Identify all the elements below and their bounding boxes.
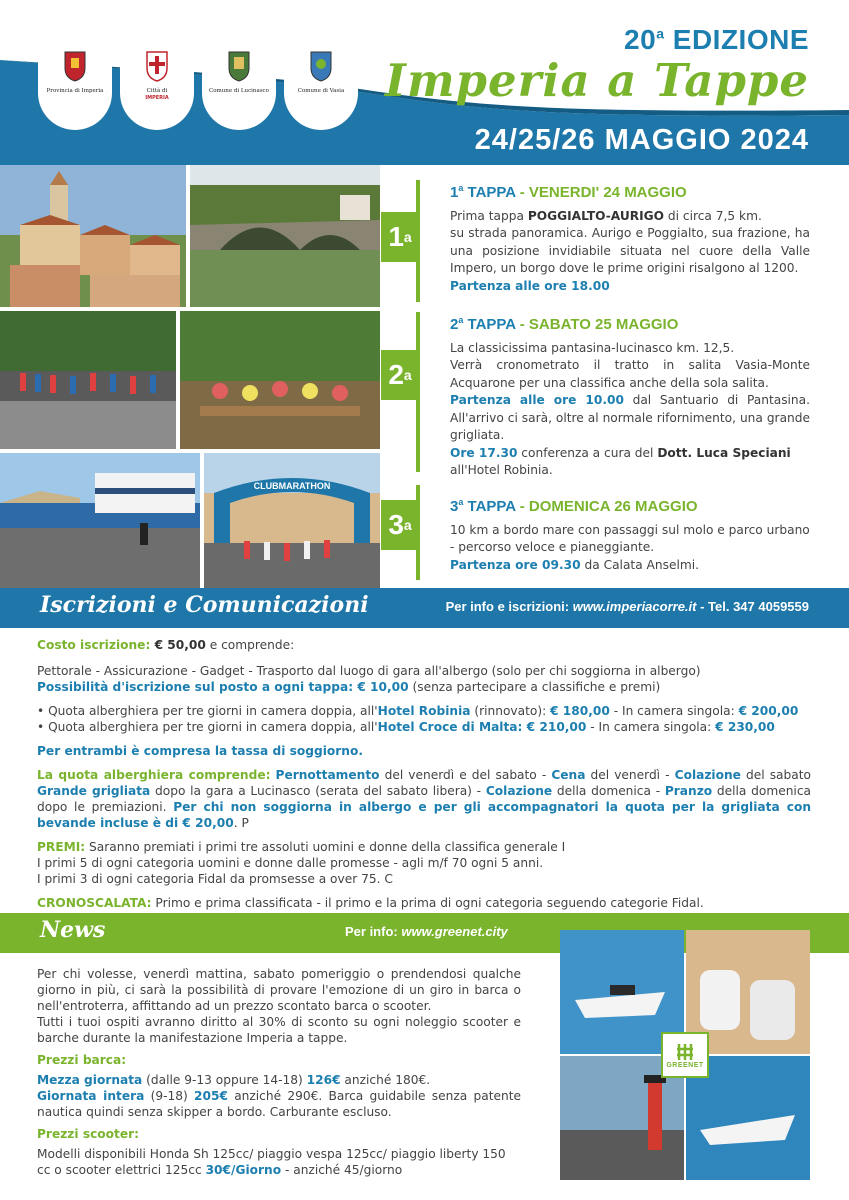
news-photos [560,930,810,1180]
text: . P [233,816,249,830]
stage-marker-num: 2 [388,359,404,390]
stage-marker-2 [381,350,419,400]
logo-text: GREENET [666,1061,704,1069]
text: (rinnovato): [470,704,551,718]
stage-title [450,180,810,202]
scooter-prices [37,1146,521,1178]
photo-harbour [0,453,200,588]
price-single: € 230,00 [715,720,775,734]
crest-icon [226,48,252,82]
cronoscalata [37,895,811,911]
stage-title-sup: a [458,315,464,325]
text: anziché 180€. [340,1073,431,1087]
text: dal Santuario di Pantasina. All'arrivo ci sarà, oltre al normale rifornimento, una grande grigliata. [450,393,810,442]
boat-prices-title: Prezzi barca: [37,1053,127,1067]
stage-line: La classicissima pantasina-lucinasco km. 12,5. [450,340,735,355]
logo-caption-sub: IMPERIA [145,94,169,101]
prizes [37,839,811,887]
stage-title-num: 1 [450,184,459,201]
prizes-label: PREMI: [37,840,86,854]
text: del venerdì - [585,768,675,782]
text: - anziché 45/giorno [281,1163,403,1177]
hotel-line-1 [37,703,811,719]
photo-bridge [190,165,380,307]
quota-includes [37,767,811,831]
edition [624,24,809,56]
price-single: € 200,00 [738,704,799,718]
item: Cena [551,768,586,782]
photo-village [0,165,186,307]
stage-2 [450,312,810,480]
text: (senza partecipare a classifiche e premi) [408,680,661,694]
registration-info [37,637,811,911]
arch-label: CLUBMARATHON [253,481,331,491]
text: - In camera singola: [609,704,739,718]
stage-title-day: - SABATO 25 MAGGIO [515,316,679,333]
onsite-line [37,679,811,695]
departure-time: Partenza alle ore 10.00 [450,393,624,407]
label: Mezza giornata [37,1073,143,1087]
stage-marker-sup: a [403,517,412,533]
item: Colazione [674,768,741,782]
stage-title-day: - VENERDI' 24 MAGGIO [515,184,687,201]
logo-provincia-imperia [38,0,112,130]
text: di circa 7,5 km. [664,208,762,223]
stage-body: Verrà cronometrato il tratto in salita Vasia-Monte Acquarone per una classifica anche della sola salita. [450,358,810,390]
stage-marker-num: 1 [388,221,404,252]
stage-line [450,208,810,226]
stage-photos [0,165,380,588]
text: (9-18) [144,1089,195,1103]
photo-runners-start [0,311,176,449]
event-title: Imperia a Tappe [384,54,809,107]
greenet-icon [675,1042,695,1062]
stage-marker-sup: a [403,229,412,245]
text: all'Hotel Robinia. [450,463,553,477]
speaker-name: Dott. Luca Speciani [657,445,791,460]
stage-body: 10 km a bordo mare con passaggi sul molo e parco urbano - percorso veloce e pianeggiante. [450,522,810,554]
text: della domenica dopo le premiazioni. [37,784,811,814]
sponsor-logos [38,0,358,130]
stage-title [450,312,810,334]
text: del venerdì e del sabato - [379,768,552,782]
text: Saranno premiati i primi tre assoluti uomini e donne della classifica generale I [85,840,566,854]
news-info [37,966,521,1178]
stage-title-sup: a [458,497,464,507]
crest-icon [308,48,334,82]
stage-conference [450,445,810,480]
item: Colazione [485,784,553,798]
text: da Calata Anselmi. [580,557,699,572]
stage-title-num: 2 [450,316,459,333]
text: Per info e iscrizioni: [445,599,573,614]
text: Prima tappa [450,208,528,223]
grill-fee: Per chi non soggiorna in albergo e per gli accompagnatori la quota per la grigliata con bevande incluse è di € 20,00 [37,800,812,830]
boat-half-day [37,1072,521,1088]
text: anziché 290€. Barca guidabile senza patente nautica quindi senza skipper a bordo. Carburante escluso. [37,1089,521,1119]
text: e comprende: [205,638,295,652]
logo-caption: Comune di Vasia [297,88,345,94]
text: (dalle 9-13 oppure 14-18) [142,1073,307,1087]
text: dopo la gara a Lucinasco (serata del sabato libera) - [150,784,486,798]
stage-marker-3 [381,500,419,550]
stage-bracket-1 [416,180,420,302]
stage-title-tappa: TAPPA [463,316,516,333]
stage-title-sup: a [458,183,464,193]
crest-icon [62,48,88,82]
route-name: POGGIALTO-AURIGO [527,208,665,223]
onsite-fee: Possibilità d'iscrizione sul posto a ogni tappa: € 10,00 [37,680,409,694]
photo-grill-party [180,311,380,449]
logo-citta-imperia [120,0,194,130]
text: Modelli disponibili Honda Sh 125cc/ piaggio vespa 125cc/ piaggio liberty 150 cc o scooter elettrici 125cc [37,1147,506,1177]
stage-title-day: - DOMENICA 26 MAGGIO [515,498,698,515]
price: 30€/Giorno [205,1163,282,1177]
hotel-name: Hotel Robinia [377,704,471,718]
stage-title-tappa: TAPPA [463,498,516,515]
hotel-name: Hotel Croce di Malta: € 210,00 [377,720,587,734]
conference-time: Ore 17.30 [450,445,518,460]
stage-title-tappa: TAPPA [463,184,516,201]
stage-bracket-2 [416,312,420,472]
greenet-logo [661,1032,709,1078]
quota-label: La quota alberghiera comprende: [37,768,271,782]
label: Giornata intera [37,1089,145,1103]
stage-title-num: 3 [450,498,459,515]
stage-body: su strada panoramica. Aurigo e Poggialto, sua frazione, ha una posizione invidiabile situata nel cuore della Valle Impero, un borgo dove le prime origini risalgono al 1200. [450,226,810,275]
departure-time: Partenza ore 09.30 [450,557,581,572]
stage-departure [450,557,810,575]
news-intro: Per chi volesse, venerdì mattina, sabato pomeriggio o prendendosi qualche giorno in più, ci sarà la possibilità di provare l'emozione di un giro in barca o nell'entroterra, affittando ad un prezzo scontato barca o scooter. [37,967,521,1013]
photo-finish-arch [204,453,380,588]
cost-value: € 50,00 [150,638,206,652]
phone-number: - Tel. 347 4059559 [696,599,809,614]
text: della domenica - [552,784,665,798]
registration-title: Iscrizioni e Comunicazioni [40,592,369,618]
crest-icon [144,48,170,82]
item: Grande grigliata [37,784,151,798]
logo-caption: Comune di Lucinasco [209,88,269,94]
text: conferenza a cura del [517,445,658,460]
stage-1 [450,180,810,295]
text: Primo e prima classificata - il primo e la prima di ogni categoria seguendo categorie Fidal. [151,896,704,910]
event-dates: 24/25/26 MAGGIO 2024 [474,124,809,156]
website-link[interactable]: www.greenet.city [401,924,508,939]
text: Per info: [345,924,402,939]
cost-line [37,637,811,653]
boat-full-day [37,1088,521,1120]
text: I primi 3 di ogni categoria Fidal da promsesse a over 75. C [37,872,393,886]
news-title: News [40,917,106,943]
website-link[interactable]: www.imperiacorre.it [572,599,697,614]
stage-marker-sup: a [403,367,412,383]
edition-word: EDIZIONE [672,24,809,55]
price: 126€ [306,1073,341,1087]
stage-marker-1 [381,212,419,262]
registration-band [0,588,849,628]
stage-departure: Partenza alle ore 18.00 [450,278,610,293]
stage-3 [450,494,810,574]
tax-note: Per entrambi è compresa la tassa di soggiorno. [37,744,363,758]
stage-departure [450,392,810,445]
logo-caption: Provincia di Imperia [46,88,104,94]
stage-bracket-3 [416,485,420,580]
cost-label: Costo iscrizione: [37,638,151,652]
header [0,0,849,165]
text: - In camera singola: [586,720,716,734]
price: 205€ [194,1089,228,1103]
scooter-prices-title: Prezzi scooter: [37,1127,140,1141]
crono-label: CRONOSCALATA: [37,896,152,910]
text: • Quota alberghiera per tre giorni in camera doppia, all' [37,704,378,718]
stage-marker-num: 3 [388,509,404,540]
registration-contact [446,599,809,614]
item: Pernottamento [275,768,380,782]
edition-sup: a [656,25,665,42]
text: del sabato [740,768,811,782]
logo-caption: Città di [146,88,168,94]
logo-comune-vasia [284,0,358,130]
edition-number: 20 [624,24,657,55]
text: • Quota alberghiera per tre giorni in camera doppia, all' [37,720,378,734]
stage-title [450,494,810,516]
hotel-line-2 [37,719,811,735]
news-discount: Tutti i tuoi ospiti avranno diritto al 30% di sconto su ogni noleggio scooter e barche durante la manifestazione Imperia a tappe. [37,1015,521,1045]
news-contact [345,924,508,939]
text: I primi 5 di ogni categoria uomini e donne dalle promesse - agli m/f 70 ogni 5 anni. [37,856,544,870]
includes-line: Pettorale - Assicurazione - Gadget - Trasporto dal luogo di gara all'albergo (solo per chi soggiorna in albergo) [37,664,701,678]
item: Pranzo [664,784,713,798]
price-double: € 180,00 [550,704,610,718]
logo-comune-lucinasco [202,0,276,130]
